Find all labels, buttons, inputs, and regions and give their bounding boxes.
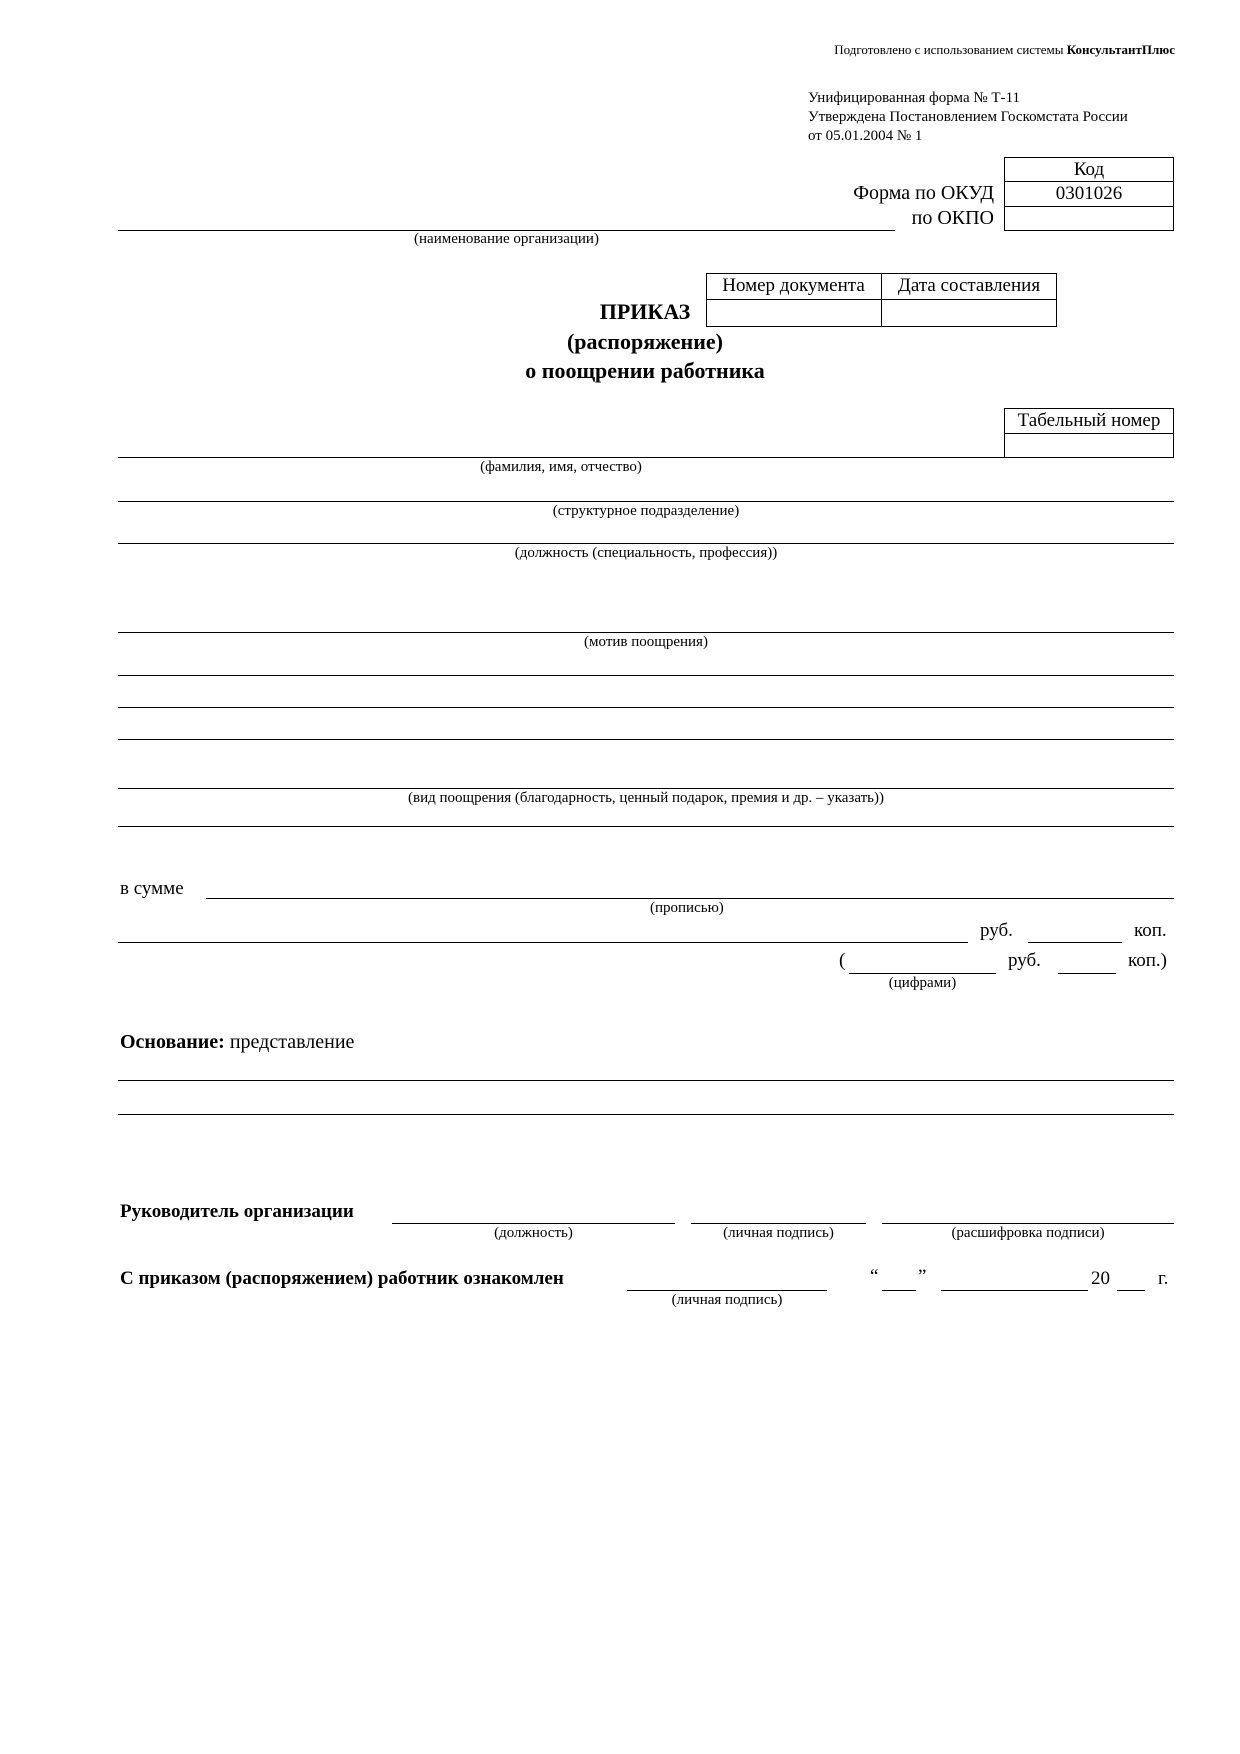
brand-name: КонсультантПлюс: [1066, 42, 1175, 57]
quote-close: ”: [918, 1266, 927, 1287]
form-line: Утверждена Постановлением Госкомстата России: [808, 109, 1128, 125]
order-title: ПРИКАЗ: [599, 299, 691, 324]
basis-line: [118, 1114, 1174, 1115]
basis: [120, 1031, 354, 1054]
ack-label: С приказом (распоряжением) работник ознакомлен: [120, 1268, 564, 1289]
reward-type-line: [118, 788, 1174, 789]
doc-number-header: Номер документа: [722, 275, 865, 296]
okpo-label: по ОКПО: [911, 207, 994, 229]
digits-rub-label: руб.: [1008, 950, 1041, 971]
head-position-caption: (должность): [494, 1225, 573, 1241]
motive-caption: (мотив поощрения): [584, 634, 708, 650]
ack-sign-line: [627, 1290, 827, 1291]
department-line: [118, 501, 1174, 502]
month-line: [941, 1290, 1088, 1291]
blank-line: [118, 707, 1174, 708]
position-line: [118, 543, 1174, 544]
blank-line: [118, 739, 1174, 740]
position-caption: (должность (специальность, профессия)): [514, 545, 778, 561]
form-info: [808, 89, 1128, 146]
tab-number-header: Табельный номер: [1017, 410, 1161, 431]
head-sign-caption: (личная подпись): [723, 1225, 834, 1241]
in-words-caption: (прописью): [650, 900, 724, 916]
reward-type-caption: (вид поощрения (благодарность, ценный подарок, премия и др. – указать)): [408, 790, 884, 806]
blank-line: [118, 675, 1174, 676]
doc-date-header: Дата составления: [897, 275, 1041, 296]
order-heading: о поощрении работника: [525, 358, 765, 383]
day-line: [882, 1290, 916, 1291]
digits-kop-line: [1058, 973, 1116, 974]
prepared-prefix: Подготовлено с использованием системы: [834, 42, 1067, 57]
order-subtitle: (распоряжение): [566, 329, 723, 354]
year-line: [1117, 1290, 1145, 1291]
blank-line: [118, 826, 1174, 827]
open-paren: (: [839, 950, 846, 971]
basis-text: представление: [229, 1031, 355, 1053]
in-digits-caption: (цифрами): [888, 975, 957, 991]
kop-label: коп.: [1134, 920, 1167, 941]
codes-title: Код: [1073, 159, 1105, 180]
fio-caption: (фамилия, имя, отчество): [480, 459, 642, 475]
digits-rub-line: [849, 973, 996, 974]
head-position-line: [392, 1223, 675, 1224]
basis-label: Основание:: [120, 1031, 225, 1053]
year-prefix: 20: [1091, 1268, 1110, 1289]
motive-line: [118, 632, 1174, 633]
form-line: Унифицированная форма № Т-11: [808, 90, 1021, 106]
head-decode-caption: (расшифровка подписи): [951, 1225, 1105, 1241]
okud-code: 0301026: [1055, 183, 1123, 204]
ack-sign-caption: (личная подпись): [671, 1292, 783, 1308]
amount-words-line-2: [118, 942, 968, 943]
okud-label: Форма по ОКУД: [853, 182, 994, 204]
digits-kop-label: коп.): [1128, 950, 1168, 971]
year-suffix: г.: [1158, 1268, 1169, 1289]
amount-words-line: [206, 898, 1174, 899]
department-caption: (структурное подразделение): [552, 503, 740, 519]
prepared-note: [790, 42, 1175, 58]
organization-caption: (наименование организации): [414, 231, 599, 247]
amount-label: в сумме: [120, 878, 184, 899]
rub-label: руб.: [980, 920, 1013, 941]
form-line: от 05.01.2004 № 1: [808, 128, 923, 144]
kop-line: [1028, 942, 1122, 943]
quote-open: “: [870, 1266, 879, 1287]
head-sign-line: [691, 1223, 866, 1224]
head-label: Руководитель организации: [120, 1201, 354, 1222]
head-decode-line: [882, 1223, 1174, 1224]
basis-line: [118, 1080, 1174, 1081]
fio-line: [118, 457, 1004, 458]
